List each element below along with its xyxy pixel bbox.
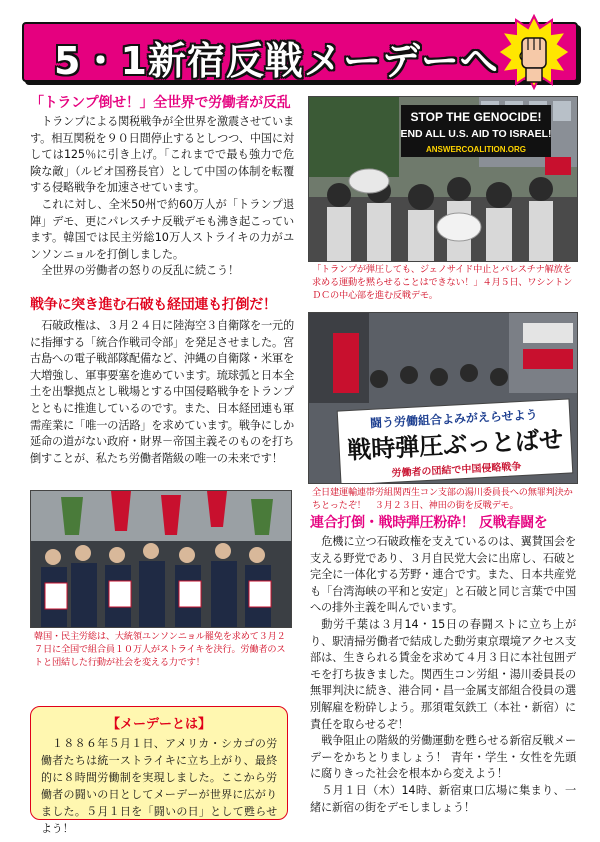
- banner-text-2: END ALL U.S. AID TO ISRAEL!: [400, 128, 552, 140]
- march-banner-big: 戦時弾圧ぶっとばせ: [346, 425, 564, 465]
- march-banner-small: 闘う労働組合よみがえらせよう: [369, 407, 538, 431]
- section-ishiba: [30, 296, 294, 467]
- mayday-title: 【メーデーとは】: [106, 717, 211, 732]
- section-heading: 戦争に突き進む石破も経団連も打倒だ！: [30, 297, 277, 313]
- section-heading: 「トランプ倒せ！」全世界で労働者が反乱: [30, 95, 291, 111]
- title-banner: [22, 22, 578, 82]
- section-heading: 連合打倒・戦時弾圧粉砕！ 反戦春闘を: [310, 515, 548, 531]
- photo-caption: 「トランプが弾圧しても、ジェノサイド中止とパレスチナ解放を求める運動を黙らせることはできない！」４月５日、ワシントンＤＣの中心部を進む反戦デモ。: [312, 264, 573, 301]
- page-title: 5・1新宿反戦メーデーへ: [54, 39, 499, 83]
- photo-korea-strike: [30, 490, 292, 628]
- mayday-text: １８８６年５月１日、アメリカ・シカゴの労働者たちは統一ストライキに立ち上がり、最終的に８時間労働制を実現しました。ここから労働者の闘いの日としてメーデーが世界に広がりました。５月１日を「闘いの日」として甦らせよう！: [41, 737, 277, 835]
- paragraph: 石破政権は、３月２４日に陸海空３自衛隊を一元的に指揮する「統合作戦司令部」を発足させました。宮古島への電子戦部隊配備など、沖縄の自衛隊・米軍を大増強し、軍事要塞を進めています。琉球弧と日本全土を出撃拠点とし戦場とする中国侵略戦争をトランプとともに推進しているのです。また、日本経団連も軍需産業に「唯一の活路」を求めています。戦争にしか延命の道がない政府・財界－帝国主義そのものを打ち倒すことが、私たち労働者階級の唯一の未来です！: [30, 319, 294, 465]
- paragraph: 全世界の労働者の怒りの反乱に続こう！: [41, 264, 239, 278]
- section-trump: [30, 94, 294, 280]
- fist-icon: [496, 14, 572, 90]
- paragraph: これに対し、全米50州で約60万人が「トランプ退陣」デモ、更にパレスチナ反戦デモも沸き起こっています。韓国では民主労総10万人ストライキの力がユンソンニョルを打倒しました。: [30, 197, 294, 261]
- photo-washington-protest: [308, 96, 578, 262]
- paragraph: ５月１日（木）14時、新宿東口広場に集まり、一緒に新宿の街をデモしましょう！: [310, 783, 576, 814]
- mayday-info-box: [30, 706, 288, 835]
- strike-illustration: [31, 491, 292, 628]
- banner-text-3: ANSWERCOALITION.ORG: [426, 145, 526, 154]
- paragraph: 危機に立つ石破政権を支えているのは、翼賛国会を支える野党であり、３月自民党大会に出席し、石破と完全に一体化する芳野・連合です。また、日本共産党も「台湾海峡の平和と安定」と石破と同じ言葉で中国への排外主義を叫んでいます。: [310, 535, 576, 615]
- banner-text-1: STOP THE GENOCIDE!: [410, 110, 542, 124]
- paragraph: トランプによる関税戦争が全世界を激震させています。相互関税を９０日間停止するとしつつ、中国に対しては125％に引き上げ。「これまでで最も強力で危険な敵」（ルビオ国務長官）として中国の体制を転覆する侵略戦争を加速させています。: [30, 115, 294, 195]
- section-rengo: [310, 514, 576, 816]
- photo-caption: 全日建運輸連帯労組関西生コン支部の湯川委員長への無罪判決かちとったぞ！ ３月２３日、神田の街を反戦デモ。: [312, 487, 573, 511]
- march-illustration: [309, 313, 578, 484]
- paragraph: 戦争阻止の階級的労働運動を甦らせる新宿反戦メーデーをかちとりましょう！ 青年・学生・女性を先頭に腐りきった社会を根本から変えよう！: [310, 734, 576, 781]
- protest-illustration: [309, 97, 578, 262]
- march-banner-bottom: 労働者の団結で中国侵略戦争: [391, 461, 522, 480]
- photo-kanda-march: [308, 312, 578, 484]
- photo-caption: 韓国・民主労総は、大統領ユンソンニョル罷免を求めて３月２７日に全国で組合員１０万人がストライキを決行。労働者のストと団結した行動が社会を変える力です！: [34, 631, 286, 668]
- paragraph: 動労千葉は３月14・15日の春闘ストに立ち上がり、駅清掃労働者で結成した動労東京環境アクセス支部は、生きられる賃金を求めて４月３日に本社包囲デモを打ち抜きました。関西生コン労組・湯川委員長の無罪判決に続き、港合同・昌一金属支部組合役員の選別解雇を粉砕しよう。那須電気鉄工（本社・新宿）に責任を取らせるぞ！: [310, 617, 576, 731]
